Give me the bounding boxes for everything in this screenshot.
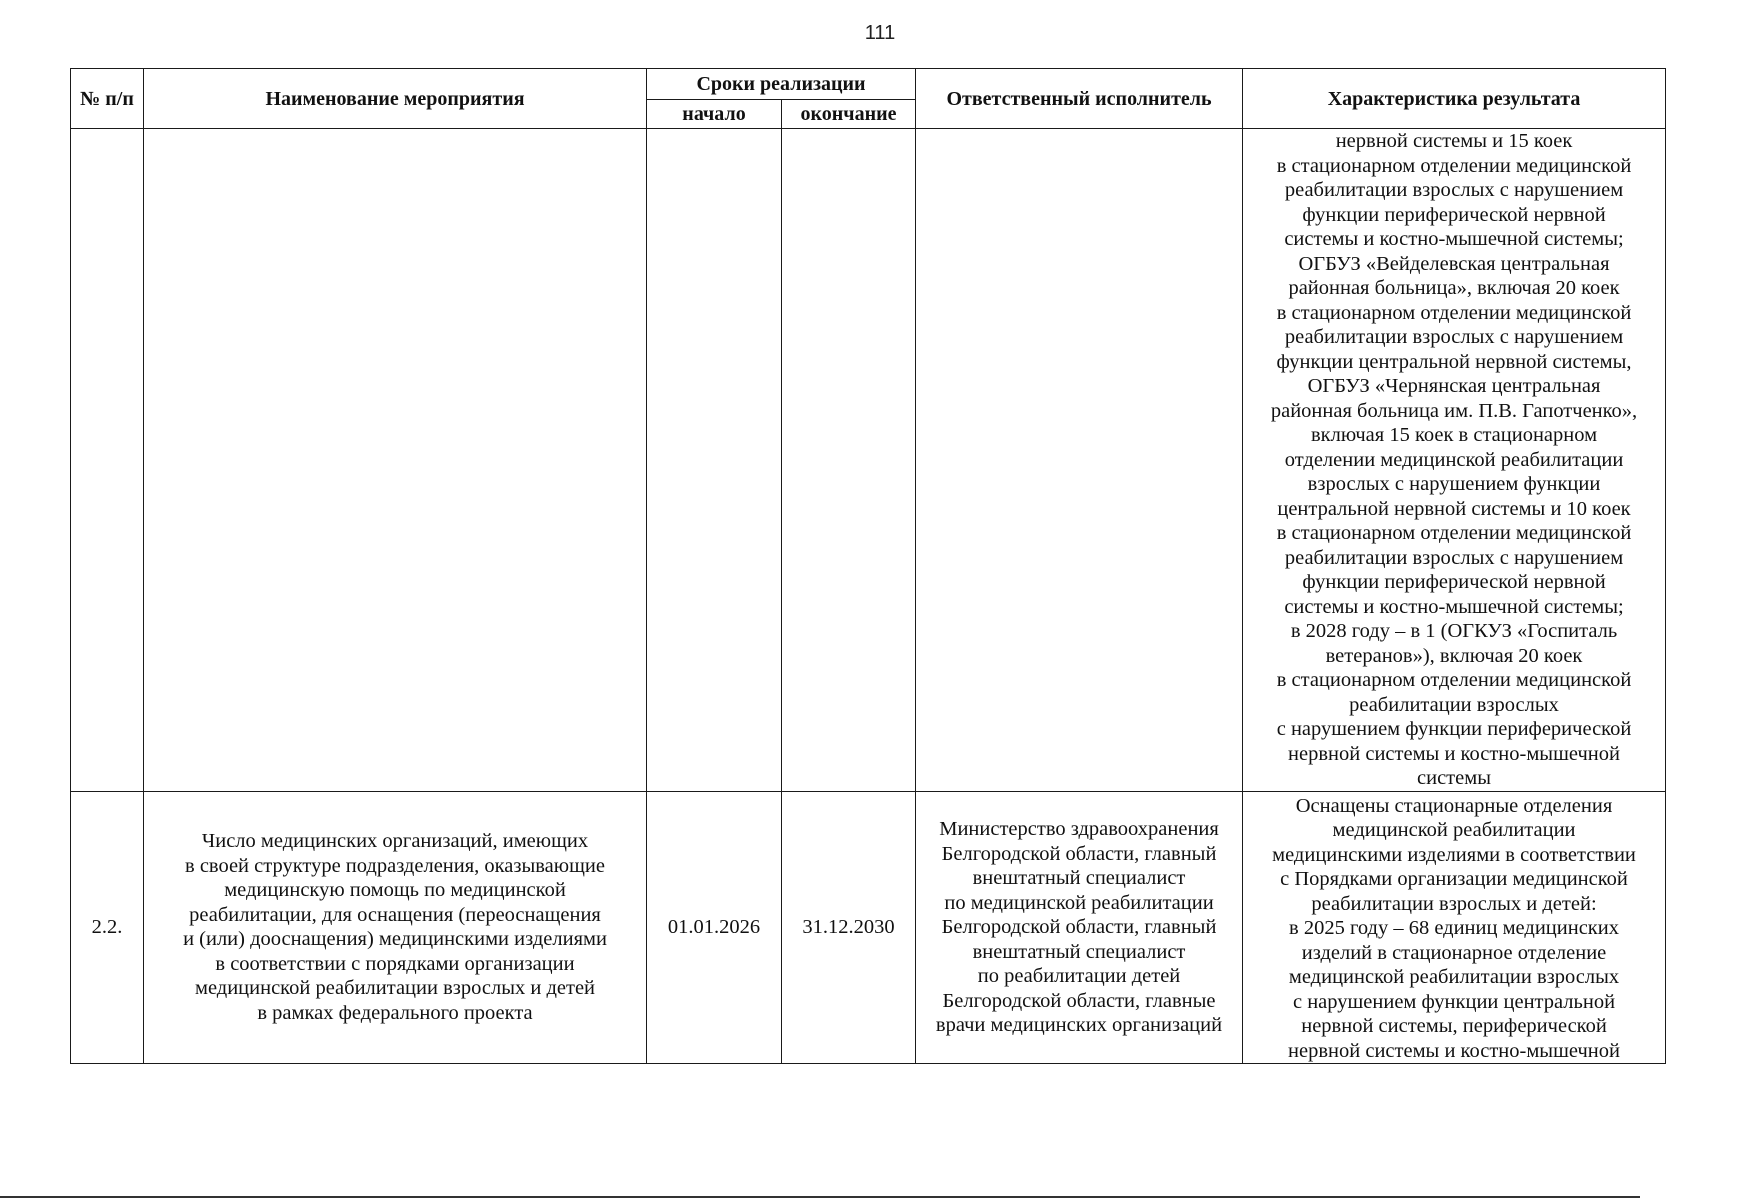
text-line: Белгородской области, главный <box>941 916 1217 938</box>
cell-responsible <box>916 791 1243 1064</box>
text-line: реабилитации взрослых с нарушением <box>1284 546 1624 569</box>
text-line: районная больница», включая 20 коек <box>1288 277 1620 299</box>
cell-responsible <box>916 129 1243 792</box>
text-line: Число медицинских организаций, имеющих <box>201 830 589 853</box>
header-start: начало <box>647 100 782 129</box>
text-line: функции центральной нервной системы, <box>1276 350 1632 373</box>
text-line: реабилитации взрослых <box>1349 693 1559 716</box>
cell-activity-name <box>144 129 647 792</box>
header-result: Характеристика результата <box>1243 69 1666 129</box>
text-line: с Порядками организации медицинской <box>1280 868 1628 890</box>
text-line: по реабилитации детей <box>977 965 1181 987</box>
text-line: в стационарном отделении медицинской <box>1276 154 1632 177</box>
text-line: врачи медицинских организаций <box>935 1014 1223 1036</box>
cell-start: 01.01.2026 <box>647 791 782 1064</box>
text-line: в рамках федерального проекта <box>257 1001 533 1024</box>
text-line: с нарушением функции центральной <box>1292 990 1616 1013</box>
text-line: медицинской реабилитации взрослых и детей <box>194 977 596 1000</box>
text-line: районная больница им. П.В. Гапотченко», <box>1270 399 1638 422</box>
header-activity-name: Наименование мероприятия <box>144 69 647 129</box>
activities-table <box>70 68 1666 1064</box>
header-responsible: Ответственный исполнитель <box>916 69 1243 129</box>
cell-result <box>1243 129 1666 792</box>
cell-end <box>782 129 916 792</box>
text-line: медицинской реабилитации <box>1332 819 1576 841</box>
text-line: реабилитации, для оснащения (переоснащения <box>189 903 601 926</box>
text-line: отделении медицинской реабилитации <box>1284 448 1624 471</box>
header-num: № п/п <box>71 69 144 129</box>
text-line: нервной системы, периферической <box>1301 1015 1607 1037</box>
text-line: нервной системы и костно-мышечной <box>1288 742 1620 765</box>
text-line: системы и костно-мышечной системы; <box>1284 595 1624 618</box>
bottom-divider <box>0 1196 1640 1198</box>
cell-end: 31.12.2030 <box>782 791 916 1064</box>
text-line: с нарушением функции периферической <box>1276 718 1632 740</box>
text-line: в соответствии с порядками организации <box>215 952 575 975</box>
text-line: медицинскую помощь по медицинской <box>224 879 566 902</box>
text-line: в стационарном отделении медицинской <box>1276 669 1632 691</box>
text-line: реабилитации взрослых и детей: <box>1311 892 1597 915</box>
text-line: функции периферической нервной <box>1302 203 1606 226</box>
text-line: изделий в стационарное отделение <box>1301 941 1607 964</box>
cell-num <box>71 129 144 792</box>
text-line: в 2025 году – 68 единиц медицинских <box>1289 917 1619 939</box>
text-line: медицинской реабилитации взрослых <box>1288 966 1620 988</box>
text-line: в стационарном отделении медицинской <box>1276 522 1632 544</box>
text-line: в стационарном отделении медицинской <box>1276 301 1632 324</box>
text-line: ОГБУЗ «Вейделевская центральная <box>1298 252 1610 275</box>
text-line: внештатный специалист <box>972 867 1186 889</box>
table-row-continuation <box>71 129 1666 792</box>
text-line: включая 15 коек в стационарном <box>1310 424 1598 446</box>
text-line: ОГБУЗ «Чернянская центральная <box>1307 375 1601 397</box>
text-line: центральной нервной системы и 10 коек <box>1277 497 1631 520</box>
cell-start <box>647 129 782 792</box>
page-number: 111 <box>864 22 896 44</box>
text-line: внештатный специалист <box>972 940 1186 963</box>
text-line: в 2028 году – в 1 (ОГКУЗ «Госпиталь <box>1290 620 1618 642</box>
text-line: в своей структуре подразделения, оказывающие <box>185 854 605 877</box>
header-end: окончание <box>782 100 916 129</box>
text-line: взрослых с нарушением функции <box>1307 473 1601 495</box>
text-line: реабилитации взрослых с нарушением <box>1284 179 1624 201</box>
table-header <box>71 69 1666 129</box>
text-line: Белгородской области, главные <box>942 989 1216 1012</box>
text-line: Министерство здравоохранения <box>939 818 1219 840</box>
text-line: системы и костно-мышечной системы; <box>1284 228 1624 250</box>
cell-activity-name <box>144 791 647 1064</box>
cell-result <box>1243 791 1666 1064</box>
text-line: нервной системы и костно-мышечной <box>1288 1039 1620 1062</box>
text-line: Белгородской области, главный <box>941 842 1217 865</box>
text-line: Оснащены стационарные отделения <box>1295 794 1613 817</box>
header-period: Сроки реализации <box>647 69 916 100</box>
text-line: ветеранов»), включая 20 коек <box>1325 644 1583 667</box>
text-line: и (или) дооснащения) медицинскими изделиями <box>183 928 607 951</box>
text-line: нервной системы и 15 коек <box>1335 130 1573 152</box>
text-line: по медицинской реабилитации <box>944 891 1214 914</box>
cell-num: 2.2. <box>71 791 144 1064</box>
text-line: системы <box>1417 767 1491 789</box>
table-row-2-2 <box>71 791 1666 1064</box>
text-line: медицинскими изделиями в соответствии <box>1272 843 1636 866</box>
text-line: реабилитации взрослых с нарушением <box>1284 326 1624 348</box>
text-line: функции периферической нервной <box>1302 571 1606 593</box>
